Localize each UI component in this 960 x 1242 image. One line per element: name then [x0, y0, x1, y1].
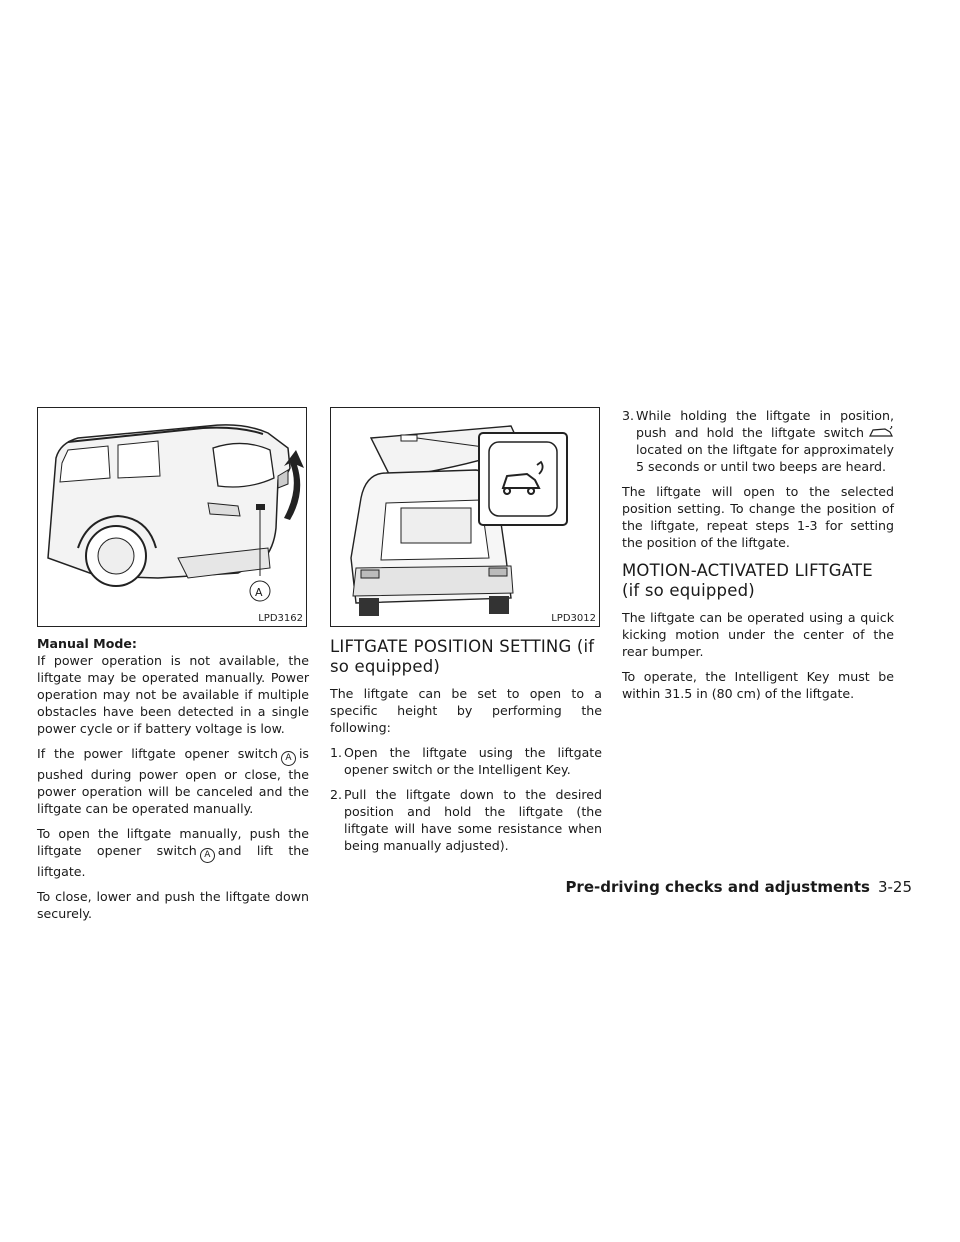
figure-code: LPD3012	[551, 613, 596, 624]
motion-paragraph-2: To operate, the Intelligent Key must be within 31.5 in (80 cm) of the liftgate.	[622, 669, 894, 701]
text-span: To open the liftgate manually, push the liftgate opener switch	[37, 826, 309, 858]
step-text: While holding the liftgate in position, push and hold the liftgate switch	[636, 408, 894, 440]
step-text: Open the liftgate using the liftgate opener switch or the Intelligent Key.	[344, 745, 602, 777]
text-span: and lift the liftgate.	[37, 843, 309, 879]
manual-mode-heading: Manual Mode:	[37, 636, 137, 651]
position-setting-steps-cont	[622, 407, 894, 475]
footer-section: Pre-driving checks and adjustments	[565, 878, 870, 896]
suv-rear-illustration	[38, 408, 307, 627]
manual-mode-paragraph-1: If power operation is not available, the liftgate may be operated manually. Power operation may not be available if multiple obstacles have been detected in a single power cycle or if battery voltage is low.	[37, 653, 309, 736]
callout-a-icon: A	[281, 751, 296, 766]
figure-rear-suv	[37, 407, 307, 627]
column-2	[330, 407, 602, 862]
list-item	[330, 744, 602, 778]
position-setting-result: The liftgate will open to the selected position setting. To change the position of the liftgate, repeat steps 1-3 for setting the position of the liftgate.	[622, 484, 894, 550]
text-span: is pushed during power open or close, the power operation will be canceled and the liftgate can be operated manually.	[37, 746, 309, 816]
step-text: located on the liftgate for approximately 5 seconds or until two beeps are heard.	[636, 442, 894, 474]
figure-callout-a: A	[255, 586, 263, 599]
step-number: 3.	[622, 408, 635, 423]
manual-mode-paragraph-2	[37, 745, 309, 817]
list-item	[622, 407, 894, 475]
manual-mode-paragraph-4: To close, lower and push the liftgate down securely.	[37, 889, 309, 921]
step-number: 2.	[330, 787, 343, 802]
motion-paragraph-1: The liftgate can be operated using a quick kicking motion under the center of the rear bumper.	[622, 610, 894, 659]
callout-a-icon: A	[200, 848, 215, 863]
motion-title: MOTION-ACTIVATED LIFTGATE (if so equipped)	[622, 561, 873, 600]
figure-open-liftgate	[330, 407, 600, 627]
open-liftgate-illustration	[331, 408, 600, 627]
step-number: 1.	[330, 745, 343, 760]
column-3	[622, 407, 894, 710]
liftgate-switch-icon	[868, 426, 894, 438]
figure-code: LPD3162	[258, 613, 303, 624]
step-text: Pull the liftgate down to the desired position and hold the liftgate (the liftgate will have some resistance when being manually adjusted).	[344, 787, 602, 853]
position-setting-steps	[330, 744, 602, 854]
text-span: If the power liftgate opener switch	[37, 746, 278, 761]
page-footer	[565, 878, 912, 896]
column-1	[37, 407, 309, 930]
page-number: 3-25	[877, 878, 912, 896]
manual-mode-paragraph-3	[37, 825, 309, 880]
position-setting-title: LIFTGATE POSITION SETTING (if so equipped)	[330, 637, 595, 676]
position-setting-intro: The liftgate can be set to open to a specific height by performing the following:	[330, 686, 602, 735]
list-item	[330, 786, 602, 854]
